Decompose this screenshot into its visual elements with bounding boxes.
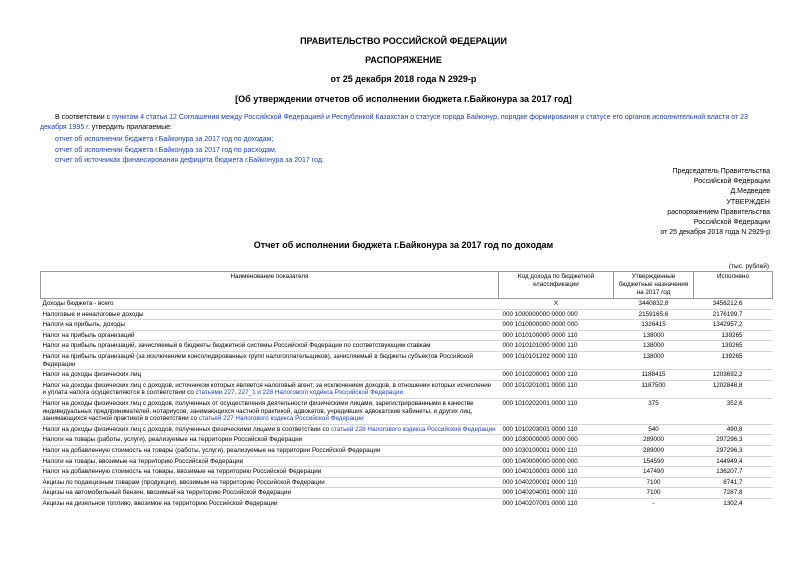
row-name-text: Налог на прибыль организаций, зачисляемый в бюджеты бюджетной системы Российской Федерации по соответствующим ставкам xyxy=(42,342,431,350)
row-code: 000 1010100000 0000 110 xyxy=(499,330,614,341)
row-fact: 7287,8 xyxy=(694,488,773,499)
row-plan: 1326415 xyxy=(614,320,694,331)
report-links xyxy=(55,135,324,167)
table-row xyxy=(41,351,773,369)
table-row xyxy=(41,341,773,352)
document-type: РАСПОРЯЖЕНИЕ xyxy=(365,55,442,65)
approved-rf: Российской Федерации xyxy=(693,219,770,227)
tax-code-link[interactable]: статьей 228 Налогового кодекса Российской Федерации xyxy=(330,425,496,433)
table-row xyxy=(41,320,773,331)
table-row xyxy=(41,370,773,381)
row-name xyxy=(41,498,499,508)
row-name xyxy=(41,477,499,488)
document-date: от 25 декабря 2018 года N 2929-р xyxy=(330,74,477,84)
row-name xyxy=(41,467,499,478)
table-row xyxy=(41,380,773,398)
row-name-text: Акцизы на автомобильный бензин, ввозимый на территорию Российской Федерации xyxy=(42,489,291,497)
deficit-report-link[interactable]: отчет об источниках финансирования дефицита бюджета г.Байконура за 2017 год. xyxy=(55,157,324,164)
unit-label: (тыс. рублей) xyxy=(728,263,769,270)
row-name xyxy=(41,330,499,341)
row-code: 000 1040207001 0000 110 xyxy=(499,498,614,508)
row-code: 000 1010202001 0000 110 xyxy=(499,398,614,424)
row-fact: 1203692,2 xyxy=(694,370,773,381)
row-name-text: Налоги на товары, ввозимые на территорию Российской Федерации xyxy=(42,457,244,465)
row-code: 000 1010203001 0000 110 xyxy=(499,424,614,435)
col-header-name: Наименование показателя xyxy=(41,272,499,299)
row-code: 000 1030000000 0000 000 xyxy=(499,435,614,446)
row-fact: 297296,3 xyxy=(694,435,773,446)
row-plan: 7100 xyxy=(614,477,694,488)
expense-report-link[interactable]: отчет об исполнении бюджета г.Байконура за 2017 год по расходам; xyxy=(55,146,277,154)
table-row xyxy=(41,398,773,424)
row-plan: 154590 xyxy=(614,456,694,467)
row-code: 000 1040200001 0000 110 xyxy=(499,477,614,488)
row-code: 000 1030100001 0000 110 xyxy=(499,445,614,456)
row-name xyxy=(41,435,499,446)
row-plan: 147490 xyxy=(614,467,694,478)
table-row xyxy=(41,488,773,499)
row-fact: 144949,4 xyxy=(694,456,773,467)
row-code: 000 1010200001 0000 110 xyxy=(499,370,614,381)
row-name xyxy=(41,370,499,381)
row-name xyxy=(41,398,499,424)
row-plan: 289000 xyxy=(614,435,694,446)
approved-by: распоряжением Правительства xyxy=(667,208,770,216)
row-code: 000 1040100001 0000 110 xyxy=(499,467,614,478)
intro-paragraph xyxy=(40,113,770,133)
row-plan: 1187500 xyxy=(614,380,694,398)
col-header-plan: Утвержденные бюджетные назначения на 2017 год xyxy=(614,272,694,299)
row-name-text: Налог на прибыль организаций xyxy=(42,331,135,339)
row-name-text: Налог на добавленную стоимость на товары, ввозимые на территорию Российской Федерации xyxy=(42,468,322,476)
approved-date: от 25 декабря 2018 года N 2929-р xyxy=(660,229,770,237)
row-code: 000 1010101202 0000 110 xyxy=(499,351,614,369)
row-plan: - xyxy=(614,498,694,508)
col-header-code: Код дохода по бюджетной классификации xyxy=(499,272,614,299)
row-code: X xyxy=(499,299,614,310)
row-name-text: Налоги на прибыль, доходы xyxy=(42,321,125,329)
row-plan: 3440832,8 xyxy=(614,299,694,310)
row-name xyxy=(41,488,499,499)
table-row xyxy=(41,309,773,320)
row-plan: 289000 xyxy=(614,445,694,456)
government-title: ПРАВИТЕЛЬСТВО РОССИЙСКОЙ ФЕДЕРАЦИИ xyxy=(300,36,507,46)
document-subject: [Об утверждении отчетов об исполнении бюджета г.Байконура за 2017 год] xyxy=(235,94,572,104)
table-row xyxy=(41,498,773,508)
agreement-link[interactable]: пунктом 4 статьи 12 Соглашения между Российской Федерацией и Республикой Казахстан о статусе города Байконур, порядке формирования и статусе его органов исполнительной власти от 23 декабря 1995 г. xyxy=(40,114,748,131)
tax-code-link[interactable]: статьей 227 Налогового кодекса Российской Федерации xyxy=(198,415,364,423)
row-fact: 490,8 xyxy=(694,424,773,435)
row-fact: 297296,3 xyxy=(694,445,773,456)
row-fact: 8741,7 xyxy=(694,477,773,488)
intro-text-before: В соответствии с xyxy=(55,114,113,121)
row-code: 000 1000000000 0000 000 xyxy=(499,309,614,320)
income-table xyxy=(40,271,773,508)
row-code: 000 1010101000 0000 110 xyxy=(499,341,614,352)
row-fact: 139265 xyxy=(694,330,773,341)
row-fact: 136207,7 xyxy=(694,467,773,478)
row-code: 000 1040000000 0000 000 xyxy=(499,456,614,467)
row-plan: 540 xyxy=(614,424,694,435)
row-name xyxy=(41,299,499,310)
row-name xyxy=(41,351,499,369)
row-fact: 1302,4 xyxy=(694,498,773,508)
table-row xyxy=(41,435,773,446)
row-plan: 138000 xyxy=(614,351,694,369)
col-header-fact: Исполнено xyxy=(694,272,773,299)
approved-label: УТВЕРЖДЕН xyxy=(726,198,770,206)
row-name-text: Акцизы на дизельное топливо, ввозимое на территорию Российской Федерации xyxy=(42,499,278,507)
row-name xyxy=(41,424,499,435)
row-plan: 138000 xyxy=(614,341,694,352)
signature-block xyxy=(660,167,770,238)
row-fact: 139265 xyxy=(694,341,773,352)
row-name xyxy=(41,456,499,467)
row-name-text: Доходы бюджета - всего xyxy=(42,300,114,307)
row-code: 000 1010000000 0000 000 xyxy=(499,320,614,331)
row-fact: 3456212,6 xyxy=(694,299,773,310)
row-fact: 352,6 xyxy=(694,398,773,424)
row-fact: 1202848,8 xyxy=(694,380,773,398)
row-name-text: Налог на доходы физических лиц с доходов, полученных физическими лицами в соответствии со xyxy=(42,425,331,433)
row-name-text: Налоги на товары (работы, услуги), реализуемые на территории Российской Федерации xyxy=(42,436,303,444)
table-row xyxy=(41,456,773,467)
row-name-text: Акцизы по подакцизным товарам (продукции), ввозимым на территорию Российской Федерации xyxy=(42,478,325,486)
tax-code-link[interactable]: статьями 227, 227_1 и 228 Налогового кодекса Российской Федерации xyxy=(195,389,404,397)
row-name-text: Налог на прибыль организаций (за исключением консолидированных групп налогоплательщиков), зачисляемый в бюджеты субъектов Российской Федерации xyxy=(42,352,474,368)
row-code: 000 1010201001 0000 110 xyxy=(499,380,614,398)
signer-role-rf: Российской Федерации xyxy=(693,178,770,186)
row-name-text: Налог на добавленную стоимость на товары (работы, услуги), реализуемые на территории Российской Федерации xyxy=(42,446,381,454)
intro-text-after: утвердить прилагаемые: xyxy=(89,124,172,131)
row-name xyxy=(41,445,499,456)
table-header-row xyxy=(41,272,773,299)
table-row xyxy=(41,467,773,478)
report-title: Отчет об исполнении бюджета г.Байконура за 2017 год по доходам xyxy=(253,240,554,250)
income-report-link[interactable]: отчет об исполнении бюджета г.Байконура за 2017 год по доходам; xyxy=(55,136,274,143)
table-row xyxy=(41,299,773,310)
row-fact: 2176199,7 xyxy=(694,309,773,320)
row-plan: 2159165,6 xyxy=(614,309,694,320)
table-row xyxy=(41,330,773,341)
signer-name: Д.Медведев xyxy=(730,188,770,196)
row-fact: 139265 xyxy=(694,351,773,369)
row-name-text: Налоговые и неналоговые доходы xyxy=(42,310,144,318)
row-name-text: Налог на доходы физических лиц с доходов, источником которых является налоговый агент, за исключением доходов, в отношении которых исчисление и уплата налога осуществляются в соответствии со xyxy=(42,381,492,397)
table-row xyxy=(41,477,773,488)
row-fact: 1342957,2 xyxy=(694,320,773,331)
table-body xyxy=(41,299,773,509)
row-code: 000 1040204001 0000 110 xyxy=(499,488,614,499)
row-plan: 1188415 xyxy=(614,370,694,381)
table-row xyxy=(41,424,773,435)
row-name xyxy=(41,341,499,352)
row-name xyxy=(41,320,499,331)
row-name xyxy=(41,309,499,320)
row-plan: 7100 xyxy=(614,488,694,499)
row-name-text: Налог на доходы физических лиц с доходов, полученных от осуществления деятельности физическими лицами, зарегистрированными в качестве индивидуальных предпринимателей, нотариусов, занимающихся частной практикой, адвокатов, учредивших адвокатские кабинеты, и других лиц, занимающихся частной практикой в соответствии со xyxy=(42,399,474,423)
row-name-text: Налог на доходы физических лиц xyxy=(42,371,142,379)
table-row xyxy=(41,445,773,456)
row-plan: 375 xyxy=(614,398,694,424)
signer-role: Председатель Правительства xyxy=(672,168,770,175)
row-name xyxy=(41,380,499,398)
row-plan: 138000 xyxy=(614,330,694,341)
